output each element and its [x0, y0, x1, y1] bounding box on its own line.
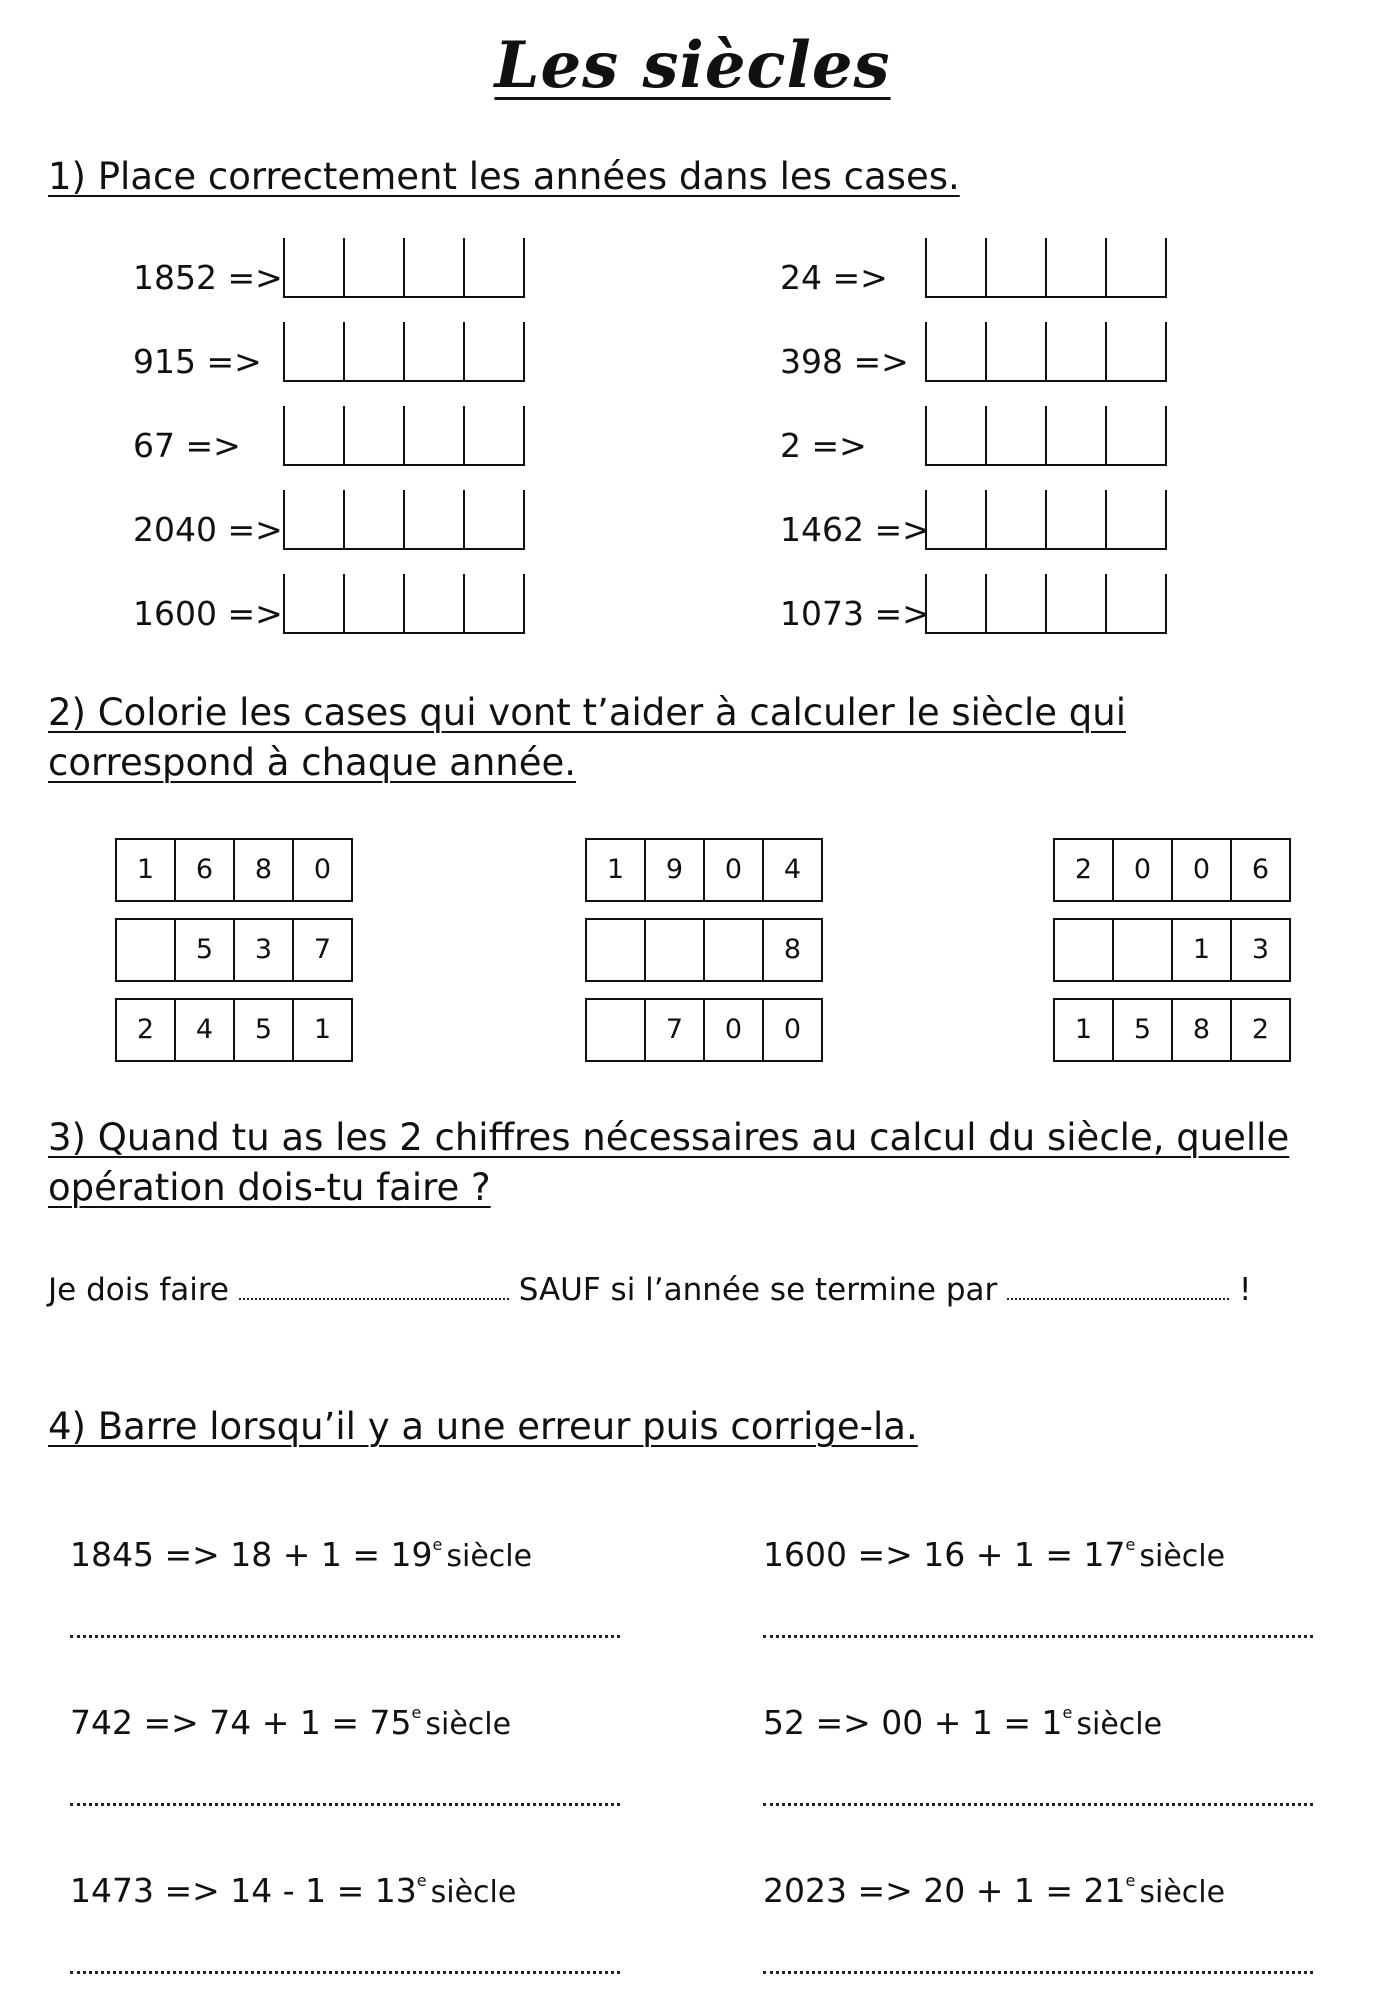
digit-cell[interactable] [1053, 918, 1112, 982]
digit-cell[interactable]: 3 [233, 918, 292, 982]
year-label: 915 => [133, 342, 262, 381]
digit-cell[interactable]: 1 [1053, 998, 1112, 1062]
correction-line[interactable] [763, 1803, 1313, 1806]
page-title: Les siècles [494, 28, 891, 103]
question-2: 2) Colorie les cases qui vont t’aider à calculer le siècle qui correspond à chaque année. [48, 691, 1127, 784]
digit-box[interactable] [985, 490, 1045, 550]
century-calculation[interactable] [763, 1688, 1162, 1750]
century-word: siècle [1076, 1707, 1163, 1742]
digit-boxes [283, 238, 525, 298]
digit-box[interactable] [1105, 238, 1167, 298]
century-word: siècle [425, 1707, 512, 1742]
digit-box[interactable] [985, 238, 1045, 298]
digit-cell[interactable]: 2 [115, 998, 174, 1062]
digit-cell[interactable]: 3 [1230, 918, 1291, 982]
year-label: 1852 => [133, 258, 283, 297]
digit-box[interactable] [1045, 406, 1105, 466]
calculation-text: 2023 => 20 + 1 = 21 [763, 1871, 1126, 1910]
year-label: 2 => [780, 426, 867, 465]
question-3: 3) Quand tu as les 2 chiffres nécessaires au calcul du siècle, quelle opération dois-tu faire ? [48, 1116, 1290, 1209]
digit-box[interactable] [403, 574, 463, 634]
ordinal-suffix: e [416, 1871, 427, 1890]
digit-box[interactable] [463, 238, 525, 298]
digit-cell[interactable] [1112, 918, 1171, 982]
digit-boxes [283, 574, 525, 634]
digit-cell[interactable] [115, 918, 174, 982]
calculation-text: 742 => 74 + 1 = 75 [70, 1703, 412, 1742]
digit-box[interactable] [283, 238, 343, 298]
digit-box[interactable] [343, 574, 403, 634]
year-table [585, 838, 823, 898]
digit-cell[interactable]: 4 [762, 838, 823, 902]
digit-box[interactable] [925, 322, 985, 382]
year-label: 1073 => [780, 594, 930, 633]
digit-cell[interactable]: 5 [174, 918, 233, 982]
digit-box[interactable] [1105, 406, 1167, 466]
digit-cell[interactable]: 2 [1230, 998, 1291, 1062]
digit-box[interactable] [463, 406, 525, 466]
year-table [1053, 998, 1291, 1058]
digit-cell[interactable]: 1 [115, 838, 174, 902]
digit-box[interactable] [1045, 322, 1105, 382]
digit-boxes [925, 322, 1167, 382]
year-table [585, 918, 823, 978]
digit-cell[interactable]: 8 [762, 918, 823, 982]
digit-cell[interactable] [585, 998, 644, 1062]
ordinal-suffix: e [1062, 1703, 1073, 1722]
century-calculation[interactable] [763, 1856, 1225, 1918]
digit-box[interactable] [1105, 490, 1167, 550]
calculation-text: 52 => 00 + 1 = 1 [763, 1703, 1063, 1742]
digit-cell[interactable]: 4 [174, 998, 233, 1062]
digit-box[interactable] [463, 322, 525, 382]
year-table [115, 998, 353, 1058]
q3-answer-line: Je dois faire SAUF si l’année se termine par ! [48, 1272, 1252, 1308]
digit-cell[interactable]: 0 [292, 838, 353, 902]
correction-line[interactable] [70, 1803, 620, 1806]
ordinal-suffix: e [411, 1703, 422, 1722]
digit-box[interactable] [343, 322, 403, 382]
digit-box[interactable] [283, 322, 343, 382]
digit-box[interactable] [283, 574, 343, 634]
digit-cell[interactable]: 7 [644, 998, 703, 1062]
answer-blank-1[interactable] [239, 1274, 509, 1300]
digit-box[interactable] [343, 238, 403, 298]
calculation-text: 1473 => 14 - 1 = 13 [70, 1871, 417, 1910]
digit-box[interactable] [283, 490, 343, 550]
year-table [1053, 918, 1291, 978]
year-table [115, 918, 353, 978]
digit-cell[interactable]: 0 [1112, 838, 1171, 902]
digit-cell[interactable]: 6 [1230, 838, 1291, 902]
digit-cell[interactable] [585, 918, 644, 982]
digit-box[interactable] [343, 490, 403, 550]
digit-box[interactable] [925, 490, 985, 550]
digit-cell[interactable]: 8 [233, 838, 292, 902]
digit-cell[interactable]: 8 [1171, 998, 1230, 1062]
digit-boxes [925, 238, 1167, 298]
correction-line[interactable] [763, 1635, 1313, 1638]
digit-boxes [283, 406, 525, 466]
digit-box[interactable] [985, 574, 1045, 634]
century-word: siècle [430, 1875, 517, 1910]
century-calculation[interactable] [70, 1520, 532, 1582]
digit-cell[interactable]: 0 [762, 998, 823, 1062]
digit-box[interactable] [925, 574, 985, 634]
question-4: 4) Barre lorsqu’il y a une erreur puis corrige-la. [48, 1405, 918, 1448]
digit-cell[interactable]: 6 [174, 838, 233, 902]
digit-cell[interactable]: 0 [703, 838, 762, 902]
year-label: 67 => [133, 426, 241, 465]
digit-cell[interactable]: 7 [292, 918, 353, 982]
digit-box[interactable] [925, 406, 985, 466]
ordinal-suffix: e [1125, 1535, 1136, 1554]
correction-line[interactable] [763, 1971, 1313, 1974]
ordinal-suffix: e [1125, 1871, 1136, 1890]
digit-box[interactable] [985, 322, 1045, 382]
digit-cell[interactable]: 1 [292, 998, 353, 1062]
digit-cell[interactable]: 0 [1171, 838, 1230, 902]
digit-box[interactable] [463, 574, 525, 634]
century-word: siècle [446, 1539, 533, 1574]
ordinal-suffix: e [432, 1535, 443, 1554]
year-label: 24 => [780, 258, 888, 297]
digit-box[interactable] [403, 406, 463, 466]
calculation-text: 1845 => 18 + 1 = 19 [70, 1535, 433, 1574]
correction-line[interactable] [70, 1971, 620, 1974]
digit-cell[interactable] [644, 918, 703, 982]
digit-cell[interactable]: 2 [1053, 838, 1112, 902]
calculation-text: 1600 => 16 + 1 = 17 [763, 1535, 1126, 1574]
digit-cell[interactable]: 5 [233, 998, 292, 1062]
digit-box[interactable] [1105, 574, 1167, 634]
digit-box[interactable] [1045, 238, 1105, 298]
digit-boxes [283, 322, 525, 382]
year-table [1053, 838, 1291, 898]
digit-boxes [925, 574, 1167, 634]
digit-cell[interactable] [703, 918, 762, 982]
question-1: 1) Place correctement les années dans les cases. [48, 155, 960, 198]
year-label: 1600 => [133, 594, 283, 633]
digit-cell[interactable]: 0 [703, 998, 762, 1062]
year-table [115, 838, 353, 898]
century-word: siècle [1139, 1539, 1226, 1574]
century-calculation[interactable] [70, 1856, 516, 1918]
correction-line[interactable] [70, 1635, 620, 1638]
digit-box[interactable] [283, 406, 343, 466]
digit-boxes [925, 490, 1167, 550]
digit-box[interactable] [403, 490, 463, 550]
digit-cell[interactable]: 1 [1171, 918, 1230, 982]
digit-box[interactable] [1045, 574, 1105, 634]
answer-blank-2[interactable] [1007, 1274, 1229, 1300]
digit-box[interactable] [343, 406, 403, 466]
year-label: 1462 => [780, 510, 930, 549]
digit-box[interactable] [1045, 490, 1105, 550]
digit-cell[interactable]: 9 [644, 838, 703, 902]
digit-cell[interactable]: 1 [585, 838, 644, 902]
digit-box[interactable] [403, 238, 463, 298]
digit-box[interactable] [463, 490, 525, 550]
digit-cell[interactable]: 5 [1112, 998, 1171, 1062]
century-calculation[interactable] [763, 1520, 1225, 1582]
year-label: 2040 => [133, 510, 283, 549]
digit-box[interactable] [925, 238, 985, 298]
digit-box[interactable] [403, 322, 463, 382]
year-table [585, 998, 823, 1058]
digit-box[interactable] [985, 406, 1045, 466]
digit-boxes [283, 490, 525, 550]
century-word: siècle [1139, 1875, 1226, 1910]
century-calculation[interactable] [70, 1688, 511, 1750]
digit-boxes [925, 406, 1167, 466]
year-label: 398 => [780, 342, 909, 381]
digit-box[interactable] [1105, 322, 1167, 382]
